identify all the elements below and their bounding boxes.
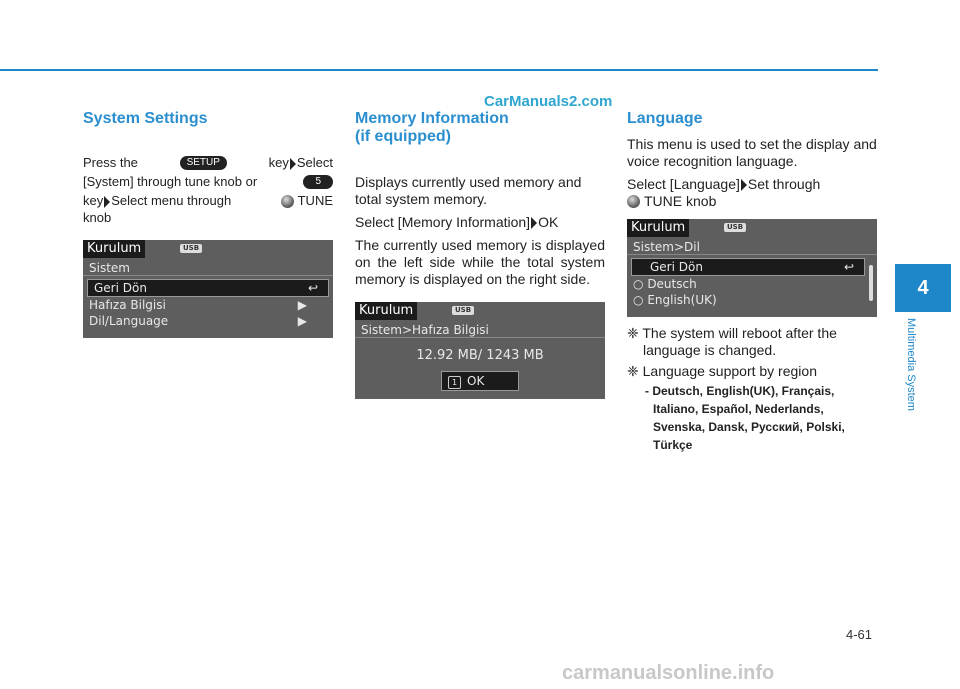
radio-icon: ○ [633, 293, 644, 307]
ok-label: OK [467, 374, 485, 388]
arrow-right-icon: ▶ [297, 298, 307, 312]
language-section [627, 110, 877, 454]
menu-row-label: Deutsch [647, 277, 697, 291]
display-screen [83, 240, 333, 338]
arrow-right-icon [104, 196, 110, 208]
section-title: System Settings [83, 110, 208, 127]
memory-value: 12.92 MB/ 1243 MB [416, 348, 544, 363]
menu-row[interactable] [631, 258, 865, 276]
text [83, 192, 231, 209]
title-line: Memory Information [355, 110, 509, 127]
text: Set through [747, 176, 821, 192]
scrollbar[interactable] [869, 265, 873, 301]
system-settings-section [83, 110, 333, 338]
menu-row-label: Hafıza Bilgisi [89, 298, 166, 312]
screen-subtitle: Sistem [83, 258, 333, 276]
usb-badge: USB [452, 306, 474, 315]
menu-row[interactable] [627, 292, 877, 308]
display-screen [355, 302, 605, 399]
usb-badge: USB [180, 244, 202, 253]
screen-title: Kurulum [355, 302, 417, 320]
key-number-icon: 1 [448, 376, 461, 389]
page-number: 4-61 [846, 627, 873, 642]
menu-row[interactable] [627, 276, 877, 292]
return-icon: ↩ [307, 281, 318, 295]
menu-row[interactable] [87, 279, 329, 297]
watermark-bottom: carmanualsonline.info [562, 662, 775, 684]
paragraph: Displays currently used memory and total system memory. [355, 174, 582, 207]
instruction-line [83, 192, 333, 209]
menu-row-label: Dil/Language [89, 314, 169, 328]
title-line: (if equipped) [355, 128, 451, 145]
screen-subtitle: Sistem>Dil [627, 237, 877, 255]
display-screen [627, 219, 877, 317]
paragraph: The currently used memory is displayed on the left side while the total system memory is displayed on the right side. [355, 237, 605, 287]
section-title: Language [627, 110, 703, 127]
instruction-line: knob [83, 210, 112, 225]
text: TUNE knob [644, 193, 717, 209]
chapter-label-text: Multimedia System [905, 318, 917, 411]
screen-header [355, 302, 605, 320]
arrow-right-icon [290, 158, 296, 170]
language-list: - Deutsch, English(UK), Français, Italiano, Español, Nederlands, Svenska, Dansk, Русский, Polski, Türkçe [645, 384, 845, 452]
setup-key-icon: SETUP [180, 156, 227, 170]
text: Select [Language] [627, 176, 740, 192]
return-icon: ↩ [843, 260, 854, 274]
note: ❈ The system will reboot after the language is changed. [627, 325, 837, 358]
text: key [268, 155, 289, 170]
tune-knob-icon [281, 195, 294, 208]
screen-title: Kurulum [83, 240, 145, 258]
screen-subtitle: Sistem>Hafıza Bilgisi [355, 320, 605, 338]
screen-header [83, 240, 333, 258]
paragraph: This menu is used to set the display and voice recognition language. [627, 136, 877, 169]
text [269, 154, 333, 171]
menu-row[interactable] [83, 297, 333, 313]
arrow-right-icon: ▶ [297, 314, 307, 328]
menu-row-label: English(UK) [647, 293, 717, 307]
text: TUNE [297, 193, 333, 208]
paragraph [627, 193, 877, 210]
text: key [83, 193, 104, 208]
usb-badge: USB [724, 223, 746, 232]
text: Select [296, 155, 333, 170]
text: [System] through tune knob or [83, 174, 258, 189]
arrow-right-icon [531, 217, 537, 229]
arrow-right-icon [741, 179, 747, 191]
instruction-line [83, 154, 333, 171]
paragraph [355, 214, 605, 231]
ok-button[interactable] [441, 371, 519, 391]
instruction-line [83, 173, 333, 190]
chapter-label [905, 318, 919, 438]
note: ❈ Language support by region [627, 363, 817, 379]
memory-information-section [355, 110, 605, 399]
screen-header [627, 219, 877, 237]
text: Press the [83, 155, 138, 170]
menu-row[interactable] [83, 313, 333, 329]
menu-row-label: Geri Dön [650, 260, 703, 274]
tune-knob-icon [627, 195, 640, 208]
text [627, 176, 820, 193]
text: Select menu through [111, 193, 232, 208]
number-key-icon: 5 [303, 175, 333, 189]
text [281, 192, 333, 209]
section-title [355, 110, 605, 146]
radio-icon: ○ [633, 277, 644, 291]
screen-title: Kurulum [627, 219, 689, 237]
menu-row-label: Geri Dön [94, 281, 147, 295]
paragraph [627, 176, 877, 193]
top-rule [0, 69, 878, 71]
text: Select [Memory Information] [355, 214, 531, 230]
chapter-tab: 4 [895, 264, 951, 312]
watermark-top: CarManuals2.com [484, 93, 613, 110]
text: OK [538, 214, 559, 230]
